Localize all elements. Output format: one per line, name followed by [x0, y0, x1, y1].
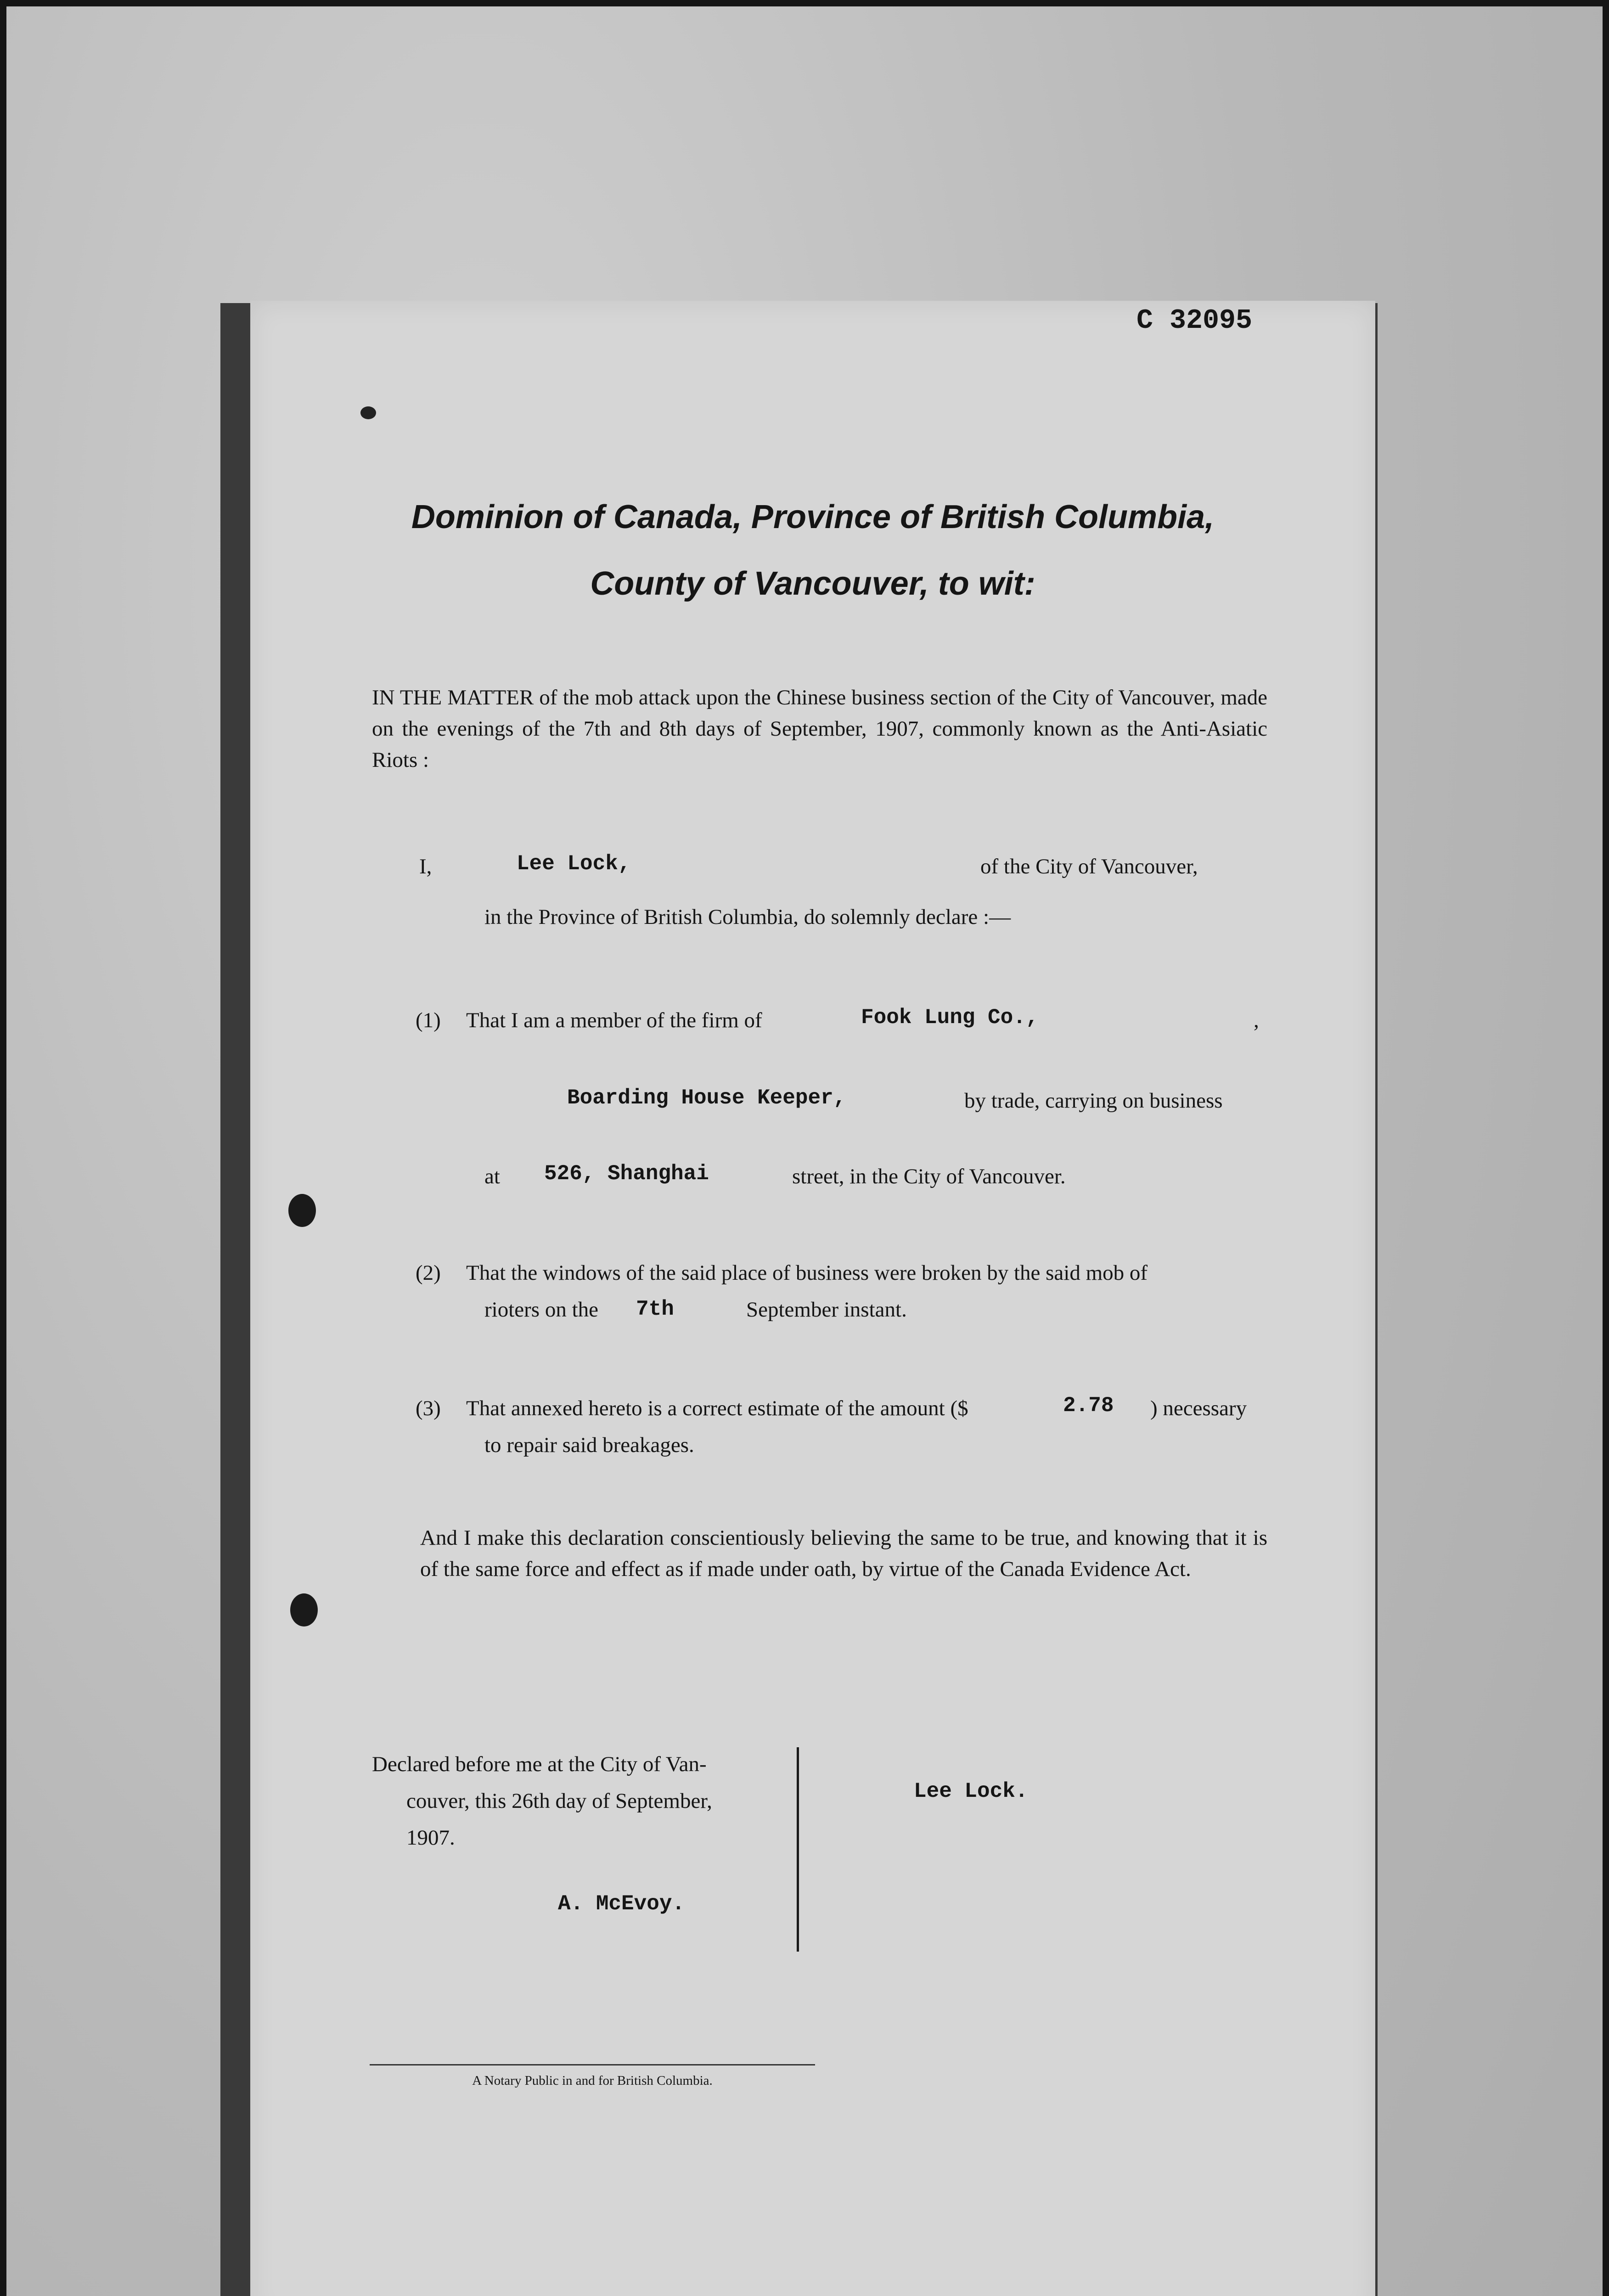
- clause-2-text-a: That the windows of the said place of business were broken by the said mob of: [466, 1261, 1148, 1285]
- binder-hole-lower: [290, 1593, 318, 1626]
- clause-1-comma: ,: [1254, 1008, 1259, 1032]
- heading-line-2: County of Vancouver, to wit:: [590, 565, 1035, 602]
- heading-line-1: Dominion of Canada, Province of British Columbia,: [411, 499, 1215, 535]
- clause-2-text-b: rioters on the: [484, 1298, 598, 1322]
- matter-paragraph: IN THE MATTER of the mob attack upon the Chinese business section of the City of Vancouver, made on the evenings of the 7th and 8th days of September, 1907, commonly known as the Anti-Asiatic Riots :: [372, 686, 1267, 772]
- clause-2-text-c: September instant.: [746, 1298, 907, 1322]
- notary-line: [370, 2064, 815, 2065]
- closing-paragraph: And I make this declaration conscientiously believing the same to be true, and knowing that it is of the same force and effect as if made under oath, by virtue of the Canada Evidence Act.: [420, 1526, 1267, 1581]
- declared-line-1: Declared before me at the City of Van-: [372, 1752, 707, 1776]
- signature-divider: [797, 1747, 799, 1952]
- business-address: 526, Shanghai: [544, 1162, 709, 1186]
- declared-line-3: 1907.: [406, 1826, 455, 1850]
- ink-speck: [360, 406, 376, 419]
- declarant-city: of the City of Vancouver,: [980, 855, 1198, 878]
- clause-1-text-c: street, in the City of Vancouver.: [792, 1165, 1066, 1188]
- trade-name: Boarding House Keeper,: [567, 1086, 846, 1110]
- frame-top-edge: [0, 0, 1609, 6]
- declarant-signature: Lee Lock.: [914, 1779, 1028, 1803]
- notary-caption: A Notary Public in and for British Columbia.: [472, 2073, 713, 2088]
- declarant-province: in the Province of British Columbia, do solemnly declare :—: [484, 905, 1011, 929]
- clause-1-text-a: That I am a member of the firm of: [466, 1008, 762, 1032]
- frame-left-edge: [0, 0, 6, 2296]
- declared-line-2: couver, this 26th day of September,: [406, 1789, 712, 1813]
- clause-2-number: (2): [416, 1261, 441, 1285]
- clause-3-text-c: to repair said breakages.: [484, 1433, 694, 1457]
- riot-date: 7th: [636, 1297, 674, 1321]
- clause-1-at: at: [484, 1165, 500, 1188]
- clause-3-number: (3): [416, 1396, 441, 1420]
- declaration-document: [250, 301, 1375, 2296]
- clause-3-text-a: That annexed hereto is a correct estimate of the amount ($: [466, 1396, 968, 1420]
- frame-right-edge: [1603, 0, 1609, 2296]
- firm-name: Fook Lung Co.,: [861, 1006, 1039, 1030]
- declarant-name: Lee Lock,: [517, 852, 631, 876]
- witness-signature: A. McEvoy.: [558, 1892, 685, 1916]
- estimate-amount: 2.78: [1063, 1394, 1114, 1418]
- binder-hole-upper: [288, 1194, 316, 1227]
- clause-3-text-b: ) necessary: [1150, 1396, 1247, 1420]
- clause-1-number: (1): [416, 1008, 441, 1032]
- clause-1-text-b: by trade, carrying on business: [964, 1089, 1223, 1113]
- reference-number: C 32095: [1136, 305, 1253, 337]
- declarant-prefix: I,: [419, 855, 432, 878]
